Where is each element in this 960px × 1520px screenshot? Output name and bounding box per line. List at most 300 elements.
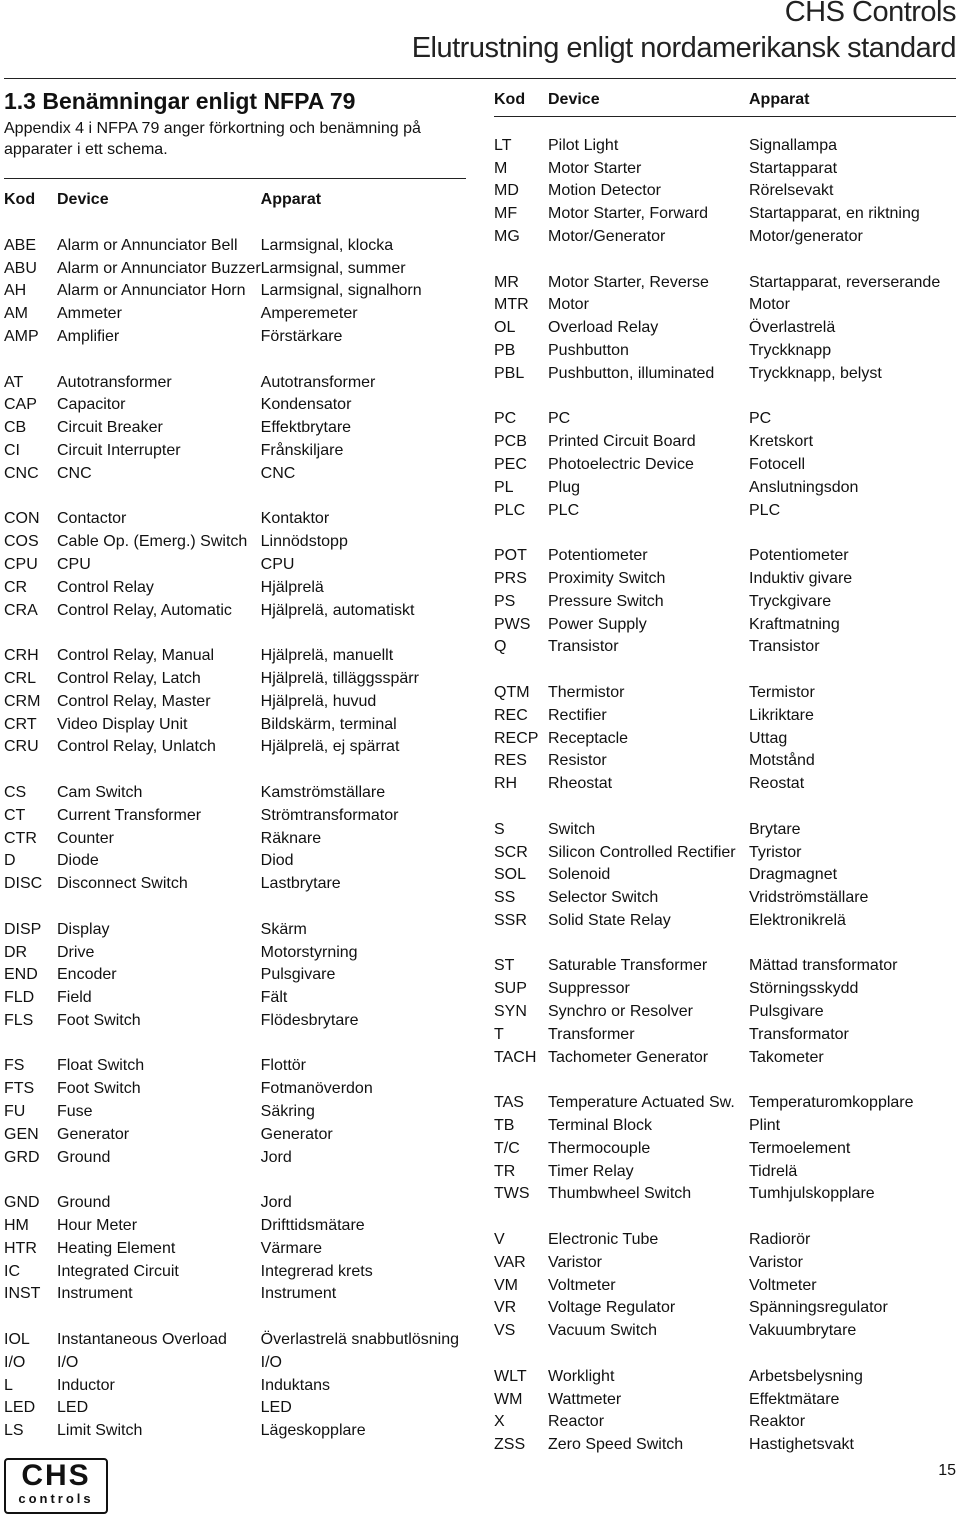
device-cell: Motor Starter, Reverse	[548, 273, 709, 291]
table-row	[494, 978, 940, 1001]
apparat-cell: Frånskiljare	[260, 441, 344, 459]
apparat-cell: Jord	[260, 1148, 292, 1166]
apparat-cell: Effektmätare	[749, 1390, 840, 1408]
code-cell: QTM	[494, 683, 530, 701]
table-row	[4, 1192, 459, 1215]
device-cell: Zero Speed Switch	[548, 1436, 684, 1454]
apparat-cell: Dragmagnet	[749, 866, 838, 884]
device-cell: Thumbwheel Switch	[548, 1185, 692, 1203]
code-cell: RH	[494, 775, 518, 793]
apparat-cell: Fotmanöverdon	[260, 1080, 373, 1098]
code-cell: FLS	[4, 1011, 34, 1029]
apparat-cell: Instrument	[260, 1285, 337, 1303]
code-cell: VS	[494, 1322, 516, 1340]
device-cell: Potentiometer	[548, 547, 648, 565]
group-spacer	[4, 896, 459, 919]
header-divider	[4, 78, 956, 79]
device-cell: Resistor	[548, 752, 607, 770]
apparat-cell: Vridströmställare	[749, 889, 869, 907]
apparat-cell: Likriktare	[749, 706, 814, 724]
code-cell: MR	[494, 273, 519, 291]
device-cell: Tachometer Generator	[548, 1048, 709, 1066]
table-row	[4, 1055, 459, 1078]
apparat-cell: Störningsskydd	[749, 980, 859, 998]
table-row	[494, 1389, 940, 1412]
device-cell: Instrument	[57, 1285, 133, 1303]
table-row	[4, 714, 459, 737]
table-row	[4, 919, 459, 942]
code-cell: SSR	[494, 911, 527, 929]
device-cell: Current Transformer	[57, 806, 202, 824]
device-cell: Transistor	[548, 638, 619, 656]
device-cell: Capacitor	[57, 396, 126, 414]
device-cell: Diode	[57, 852, 99, 870]
code-cell: PL	[494, 478, 514, 496]
brand-name: CHS Controls	[784, 0, 956, 28]
device-cell: Photoelectric Device	[548, 455, 694, 473]
code-cell: I/O	[4, 1353, 26, 1371]
column-header-device: Device	[548, 90, 600, 108]
group-spacer	[494, 1343, 940, 1366]
code-cell: CR	[4, 578, 28, 596]
device-cell: Encoder	[57, 966, 117, 984]
apparat-cell: Räknare	[260, 829, 322, 847]
apparat-cell: Överlastrelä snabbutlösning	[260, 1331, 459, 1349]
apparat-cell: Pulsgivare	[260, 966, 336, 984]
device-cell: PC	[548, 410, 571, 428]
left-code-table	[4, 188, 459, 1443]
code-cell: POT	[494, 547, 527, 565]
apparat-cell: Brytare	[749, 820, 801, 838]
apparat-cell: Hjälprelä, tilläggsspärr	[260, 669, 419, 687]
device-cell: Voltage Regulator	[548, 1299, 676, 1317]
device-cell: Video Display Unit	[57, 715, 188, 733]
apparat-cell: Motor/generator	[749, 227, 863, 245]
device-cell: Ground	[57, 1194, 111, 1212]
apparat-cell: Motorstyrning	[260, 943, 358, 961]
apparat-cell: Voltmeter	[749, 1276, 817, 1294]
apparat-cell: Diod	[260, 852, 294, 870]
column-header-device: Device	[57, 190, 109, 208]
table-row	[4, 1420, 459, 1443]
column-header-apparat: Apparat	[260, 190, 322, 208]
code-cell: IC	[4, 1262, 20, 1280]
device-cell: Receptacle	[548, 729, 629, 747]
table-row	[494, 842, 940, 865]
section-intro: Appendix 4 i NFPA 79 anger förkortning och benämning på apparater i ett schema.	[4, 120, 421, 158]
table-row	[494, 1275, 940, 1298]
code-cell: SCR	[494, 843, 528, 861]
table-row	[4, 1261, 459, 1284]
document-subtitle: Elutrustning enligt nordamerikansk standard	[411, 32, 956, 64]
table-row	[4, 805, 459, 828]
code-cell: OL	[494, 319, 516, 337]
code-cell: CNC	[4, 464, 39, 482]
table-row	[494, 500, 940, 523]
table-row	[494, 1434, 940, 1457]
table-row	[494, 887, 940, 910]
device-cell: CPU	[57, 555, 91, 573]
device-cell: Foot Switch	[57, 1080, 141, 1098]
code-cell: M	[494, 159, 508, 177]
apparat-cell: Fotocell	[749, 455, 806, 473]
code-cell: WLT	[494, 1367, 527, 1385]
table-row	[494, 910, 940, 933]
device-cell: Float Switch	[57, 1057, 145, 1075]
apparat-cell: Spänningsregulator	[749, 1299, 888, 1317]
group-spacer	[494, 796, 940, 819]
device-cell: Alarm or Annunciator Horn	[57, 282, 246, 300]
table-row	[494, 728, 940, 751]
device-cell: I/O	[57, 1353, 79, 1371]
apparat-cell: Tryckknapp	[749, 341, 832, 359]
device-cell: Disconnect Switch	[57, 875, 188, 893]
apparat-cell: Överlastrelä	[749, 319, 836, 337]
apparat-cell: Mättad transformator	[749, 957, 898, 975]
table-row	[4, 782, 459, 805]
code-cell: ST	[494, 957, 515, 975]
apparat-cell: Tumhjulskopplare	[749, 1185, 875, 1203]
device-cell: Integrated Circuit	[57, 1262, 179, 1280]
device-cell: Circuit Breaker	[57, 419, 163, 437]
device-cell: Inductor	[57, 1376, 115, 1394]
table-row	[494, 705, 940, 728]
device-cell: Wattmeter	[548, 1390, 622, 1408]
device-cell: Autotransformer	[57, 373, 172, 391]
table-row	[4, 303, 459, 326]
device-cell: Cam Switch	[57, 783, 143, 801]
table-row	[4, 463, 459, 486]
code-cell: FU	[4, 1103, 26, 1121]
device-cell: Hour Meter	[57, 1217, 138, 1235]
code-cell: CRT	[4, 715, 37, 733]
code-cell: AT	[4, 373, 24, 391]
table-row	[494, 135, 940, 158]
table-row	[4, 372, 459, 395]
code-cell: VR	[494, 1299, 517, 1317]
apparat-cell: Motstånd	[749, 752, 815, 770]
apparat-cell: Drifttidsmätare	[260, 1217, 365, 1235]
code-cell: CRL	[4, 669, 37, 687]
code-cell: MG	[494, 227, 520, 245]
table-row	[494, 955, 940, 978]
code-cell: HM	[4, 1217, 29, 1235]
code-cell: HTR	[4, 1239, 37, 1257]
apparat-cell: LED	[260, 1399, 292, 1417]
table-header-row	[4, 188, 459, 212]
section-title: 1.3 Benämningar enligt NFPA 79	[4, 88, 356, 114]
device-cell: Control Relay, Unlatch	[57, 738, 216, 756]
table-row	[4, 326, 459, 349]
page-number: 15	[938, 1462, 956, 1479]
device-cell: Reactor	[548, 1413, 605, 1431]
code-cell: PRS	[494, 569, 527, 587]
apparat-cell: I/O	[260, 1353, 282, 1371]
apparat-cell: Temperaturomkopplare	[749, 1094, 914, 1112]
apparat-cell: Generator	[260, 1125, 333, 1143]
apparat-cell: Plint	[749, 1117, 781, 1135]
apparat-cell: Tidrelä	[749, 1162, 798, 1180]
apparat-cell: Elektronikrelä	[749, 911, 846, 929]
device-cell: Fuse	[57, 1103, 93, 1121]
table-row	[4, 691, 459, 714]
code-cell: PWS	[494, 615, 531, 633]
apparat-cell: Takometer	[749, 1048, 824, 1066]
device-cell: Motor/Generator	[548, 227, 666, 245]
apparat-cell: Startapparat, en riktning	[749, 205, 920, 223]
apparat-cell: CNC	[260, 464, 296, 482]
table-row	[4, 280, 459, 303]
group-spacer	[494, 1206, 940, 1229]
device-cell: Foot Switch	[57, 1011, 141, 1029]
group-spacer	[494, 386, 940, 409]
device-cell: Pilot Light	[548, 136, 619, 154]
code-cell: CS	[4, 783, 27, 801]
apparat-cell: Termoelement	[749, 1139, 851, 1157]
group-spacer	[4, 1306, 459, 1329]
table-row	[4, 828, 459, 851]
table-row	[494, 1047, 940, 1070]
device-cell: Ammeter	[57, 305, 122, 323]
apparat-cell: Kondensator	[260, 396, 352, 414]
code-cell: PBL	[494, 364, 525, 382]
device-cell: Solid State Relay	[548, 911, 671, 929]
device-cell: Varistor	[548, 1253, 602, 1271]
document-header	[412, 0, 956, 66]
apparat-cell: Induktans	[260, 1376, 331, 1394]
code-cell: X	[494, 1413, 505, 1431]
device-cell: Vacuum Switch	[548, 1322, 658, 1340]
apparat-cell: Effektbrytare	[260, 419, 352, 437]
table-row	[4, 736, 459, 759]
apparat-cell: Startapparat	[749, 159, 838, 177]
code-cell: CAP	[4, 396, 37, 414]
group-spacer	[4, 759, 459, 782]
code-cell: REC	[494, 706, 528, 724]
apparat-cell: Strömtransformator	[260, 806, 399, 824]
table-row	[494, 1297, 940, 1320]
table-row	[494, 1001, 940, 1024]
apparat-cell: Radiorör	[749, 1231, 811, 1249]
device-cell: Field	[57, 989, 92, 1007]
table-row	[494, 226, 940, 249]
table-row	[494, 1024, 940, 1047]
apparat-cell: Induktiv givare	[749, 569, 853, 587]
column-header-apparat: Apparat	[749, 90, 810, 108]
code-cell: END	[4, 966, 38, 984]
apparat-cell: Tryckgivare	[749, 592, 832, 610]
group-spacer	[4, 212, 459, 235]
device-cell: Rectifier	[548, 706, 607, 724]
apparat-cell: Larmsignal, summer	[260, 259, 406, 277]
code-cell: LT	[494, 136, 512, 154]
table-row	[494, 317, 940, 340]
device-cell: Synchro or Resolver	[548, 1003, 693, 1021]
apparat-cell: Larmsignal, klocka	[260, 236, 394, 254]
apparat-cell: Autotransformer	[260, 373, 376, 391]
code-cell: SYN	[494, 1003, 527, 1021]
code-cell: DISC	[4, 875, 43, 893]
table-row	[494, 1366, 940, 1389]
group-spacer	[494, 933, 940, 956]
table-row	[494, 294, 940, 317]
table-row	[4, 394, 459, 417]
table-row	[4, 942, 459, 965]
apparat-cell: Rörelsevakt	[749, 182, 834, 200]
device-cell: Worklight	[548, 1367, 615, 1385]
code-cell: ABU	[4, 259, 37, 277]
apparat-cell: Kamströmställare	[260, 783, 386, 801]
table-row	[4, 1010, 459, 1033]
code-cell: ABE	[4, 236, 37, 254]
table-row	[4, 1215, 459, 1238]
code-cell: GND	[4, 1194, 40, 1212]
table-row	[494, 1115, 940, 1138]
apparat-cell: Integrerad krets	[260, 1262, 373, 1280]
apparat-cell: Hjälprelä	[260, 578, 324, 596]
table-row	[494, 340, 940, 363]
apparat-cell: Pulsgivare	[749, 1003, 824, 1021]
apparat-cell: PC	[749, 410, 772, 428]
code-cell: VAR	[494, 1253, 526, 1271]
code-cell: CPU	[4, 555, 38, 573]
table-row	[4, 850, 459, 873]
apparat-cell: Bildskärm, terminal	[260, 715, 397, 733]
table-row	[4, 531, 459, 554]
table-row	[494, 819, 940, 842]
code-cell: PEC	[494, 455, 527, 473]
code-cell: CTR	[4, 829, 37, 847]
apparat-cell: Skärm	[260, 920, 307, 938]
apparat-cell: Hjälprelä, huvud	[260, 692, 377, 710]
apparat-cell: Kretskort	[749, 433, 814, 451]
table-row	[4, 1329, 459, 1352]
apparat-cell: Larmsignal, signalhorn	[260, 282, 422, 300]
device-cell: Contactor	[57, 510, 127, 528]
table-row	[4, 1078, 459, 1101]
group-spacer	[494, 522, 940, 545]
apparat-cell: Motor	[749, 296, 790, 314]
device-cell: Thermistor	[548, 683, 625, 701]
code-cell: PS	[494, 592, 516, 610]
right-column-rule	[494, 116, 956, 117]
device-cell: Temperature Actuated Sw.	[548, 1094, 735, 1112]
device-cell: Counter	[57, 829, 114, 847]
code-cell: VM	[494, 1276, 518, 1294]
code-cell: LED	[4, 1399, 36, 1417]
code-cell: DR	[4, 943, 28, 961]
code-cell: CI	[4, 441, 20, 459]
apparat-cell: Värmare	[260, 1239, 323, 1257]
device-cell: Power Supply	[548, 615, 647, 633]
code-cell: GEN	[4, 1125, 39, 1143]
device-cell: LED	[57, 1399, 89, 1417]
apparat-cell: Förstärkare	[260, 327, 343, 345]
group-spacer	[4, 486, 459, 509]
group-spacer	[4, 622, 459, 645]
code-cell: MF	[494, 205, 518, 223]
apparat-cell: Flottör	[260, 1057, 306, 1075]
device-cell: Alarm or Annunciator Buzzer	[57, 259, 261, 277]
code-cell: GRD	[4, 1148, 40, 1166]
code-cell: L	[4, 1376, 13, 1394]
column-header-kod: Kod	[4, 190, 36, 208]
table-row	[4, 600, 459, 623]
device-cell: Control Relay, Latch	[57, 669, 201, 687]
table-row	[4, 645, 459, 668]
table-row	[494, 864, 940, 887]
code-cell: D	[4, 852, 16, 870]
logo-wordmark: controls	[18, 1491, 94, 1506]
table-row	[4, 668, 459, 691]
code-cell: IOL	[4, 1331, 30, 1349]
apparat-cell: PLC	[749, 501, 781, 519]
device-cell: Solenoid	[548, 866, 611, 884]
apparat-cell: Transformator	[749, 1025, 849, 1043]
code-cell: PC	[494, 410, 517, 428]
code-cell: T	[494, 1025, 504, 1043]
apparat-cell: Kontaktor	[260, 510, 330, 528]
device-cell: Silicon Controlled Rectifier	[548, 843, 736, 861]
table-row	[494, 363, 940, 386]
table-row	[4, 1375, 459, 1398]
device-cell: Motion Detector	[548, 182, 661, 200]
table-row	[494, 180, 940, 203]
code-cell: FS	[4, 1057, 25, 1075]
device-cell: Circuit Interrupter	[57, 441, 181, 459]
apparat-cell: Säkring	[260, 1103, 315, 1121]
column-header-kod: Kod	[494, 90, 526, 108]
code-cell: ZSS	[494, 1436, 526, 1454]
table-row	[494, 682, 940, 705]
table-row	[4, 873, 459, 896]
code-cell: WM	[494, 1390, 523, 1408]
apparat-cell: Reostat	[749, 775, 805, 793]
device-cell: Thermocouple	[548, 1139, 651, 1157]
apparat-cell: Hastighetsvakt	[749, 1436, 854, 1454]
device-cell: Generator	[57, 1125, 130, 1143]
table-row	[4, 554, 459, 577]
code-cell: AH	[4, 282, 27, 300]
table-row	[4, 508, 459, 531]
apparat-cell: Kraftmatning	[749, 615, 840, 633]
apparat-cell: Lägeskopplare	[260, 1422, 366, 1440]
device-cell: Control Relay, Master	[57, 692, 211, 710]
table-row	[494, 1092, 940, 1115]
apparat-cell: Linnödstopp	[260, 533, 348, 551]
apparat-cell: Jord	[260, 1194, 292, 1212]
code-cell: PLC	[494, 501, 526, 519]
code-cell: FLD	[4, 989, 35, 1007]
device-cell: CNC	[57, 464, 92, 482]
table-row	[4, 1397, 459, 1420]
device-cell: Drive	[57, 943, 95, 961]
device-cell: Control Relay, Automatic	[57, 601, 232, 619]
apparat-cell: CPU	[260, 555, 295, 573]
apparat-cell: Tryckknapp, belyst	[749, 364, 882, 382]
device-cell: Proximity Switch	[548, 569, 666, 587]
table-row	[494, 1138, 940, 1161]
table-row	[494, 272, 940, 295]
table-row	[4, 577, 459, 600]
apparat-cell: Flödesbrytare	[260, 1011, 359, 1029]
apparat-cell: Arbetsbelysning	[749, 1367, 863, 1385]
table-row	[494, 750, 940, 773]
group-spacer	[4, 1169, 459, 1192]
table-header-row	[494, 88, 940, 112]
code-cell: TR	[494, 1162, 516, 1180]
code-cell: V	[494, 1231, 505, 1249]
